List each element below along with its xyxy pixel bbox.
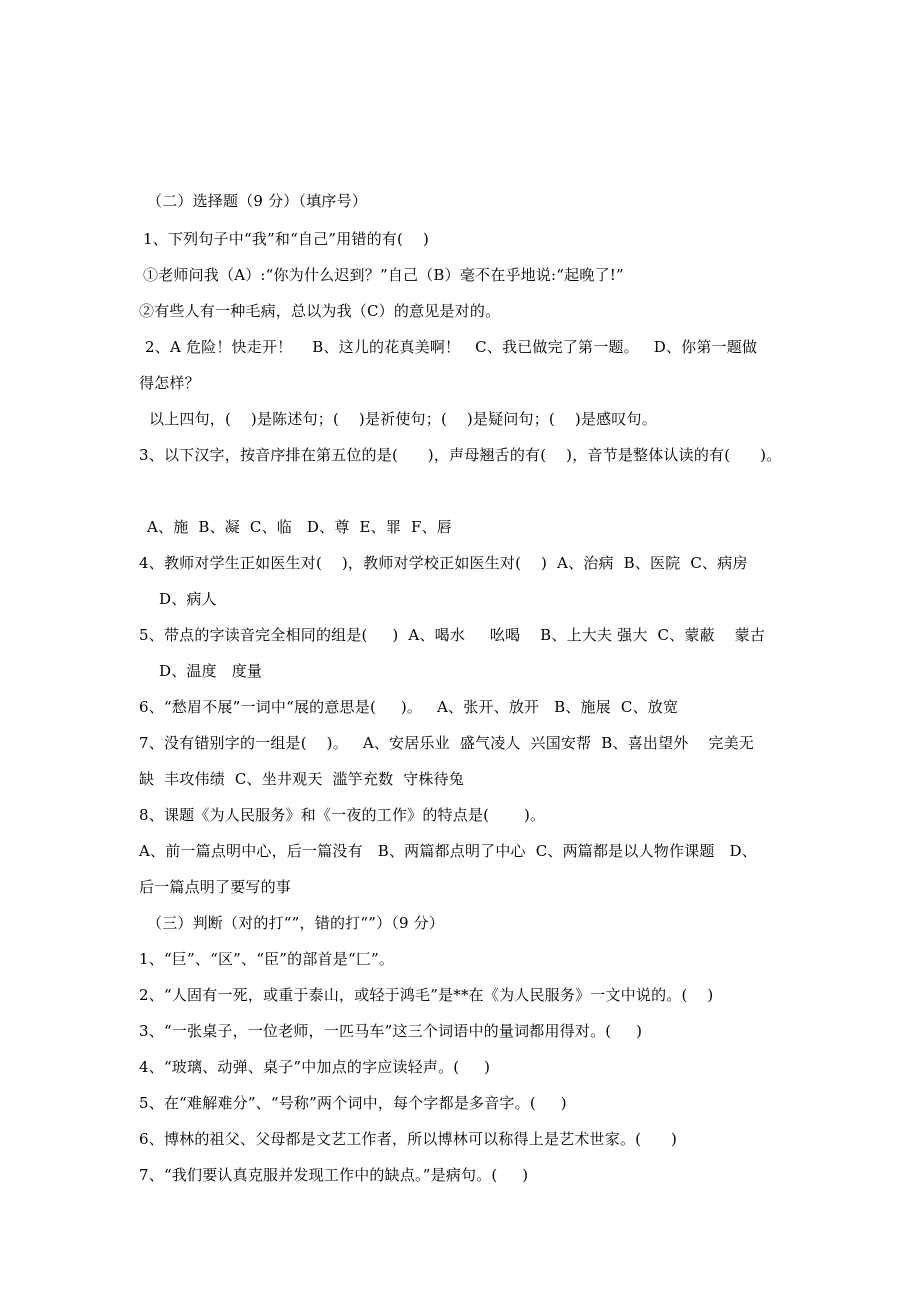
question-7: 7、没有错别字的一组是( )。 A、安居乐业 盛气凌人 兴国安帮 B、喜出望外 完美无 bbox=[139, 734, 754, 752]
question-6: 6、“愁眉不展”一词中“展的意思是( )。 A、张开、放开 B、施展 C、放宽 bbox=[139, 698, 679, 716]
question-5: 5、带点的字读音完全相同的组是( ) A、喝水 吆喝 B、上大夫 强大 C、蒙蔽 蒙古 bbox=[139, 626, 766, 644]
question-8-options: A、前一篇点明中心，后一篇没有 B、两篇都点明了中心 C、两篇都是以人物作课题 D、 bbox=[139, 842, 757, 860]
question-7-continued: 缺 丰攻伟绩 C、坐井观天 滥竽充数 守株待兔 bbox=[139, 770, 465, 788]
judgment-3: 3、“一张桌子，一位老师，一匹马车”这三个词语中的量词都用得对。( ) bbox=[139, 1022, 643, 1040]
question-1-sentence-1: ①老师问我（A）:“你为什么迟到？”自己（B）毫不在乎地说:“起晚了!” bbox=[143, 266, 624, 284]
section-three-heading: （三）判断（对的打“”，错的打“”）（9 分） bbox=[147, 914, 445, 932]
question-3-options: A、施 B、凝 C、临 D、尊 E、罪 F、唇 bbox=[147, 518, 452, 536]
question-1-sentence-2: ②有些人有一种毛病，总以为我（C）的意见是对的。 bbox=[139, 302, 501, 320]
question-4: 4、教师对学生正如医生对( )，教师对学校正如医生对( ) A、治病 B、医院 C、病房 bbox=[139, 554, 748, 572]
question-5-continued: D、温度 度量 bbox=[159, 662, 263, 680]
question-2-blanks: 以上四句，( )是陈述句；( )是祈使句；( )是疑问句；( )是感叹句。 bbox=[149, 410, 657, 428]
judgment-6: 6、博林的祖父、父母都是文艺工作者，所以博林可以称得上是艺术世家。( ) bbox=[139, 1130, 678, 1148]
question-8: 8、课题《为人民服务》和《一夜的工作》的特点是( )。 bbox=[139, 806, 546, 824]
judgment-4: 4、“玻璃、动弹、桌子”中加点的字应读轻声。( ) bbox=[139, 1058, 491, 1076]
question-2-continued: 得怎样？ bbox=[139, 374, 200, 392]
judgment-5: 5、在“难解难分”、“号称”两个词中，每个字都是多音字。( ) bbox=[139, 1094, 567, 1112]
question-2: 2、A 危险！快走开！ B、这儿的花真美啊！ C、我已做完了第一题。 D、你第一题做 bbox=[145, 338, 758, 356]
question-3: 3、以下汉字，按音序排在第五位的是( )，声母翘舌的有( )，音节是整体认读的有( )。 bbox=[139, 446, 782, 464]
judgment-1: 1、“巨”、“区”、“臣”的部首是“匚”。 bbox=[139, 950, 395, 968]
section-two-heading: （二）选择题（9 分）（填序号） bbox=[147, 192, 368, 210]
judgment-7: 7、“我们要认真克服并发现工作中的缺点。”是病句。( ) bbox=[139, 1166, 529, 1184]
question-4-continued: D、病人 bbox=[159, 590, 217, 608]
question-8-continued: 后一篇点明了要写的事 bbox=[139, 878, 292, 896]
judgment-2: 2、“人固有一死，或重于泰山，或轻于鸿毛”是**在《为人民服务》一文中说的。( ) bbox=[139, 986, 714, 1004]
question-1: 1、下列句子中“我”和“自己”用错的有( ) bbox=[143, 230, 429, 248]
